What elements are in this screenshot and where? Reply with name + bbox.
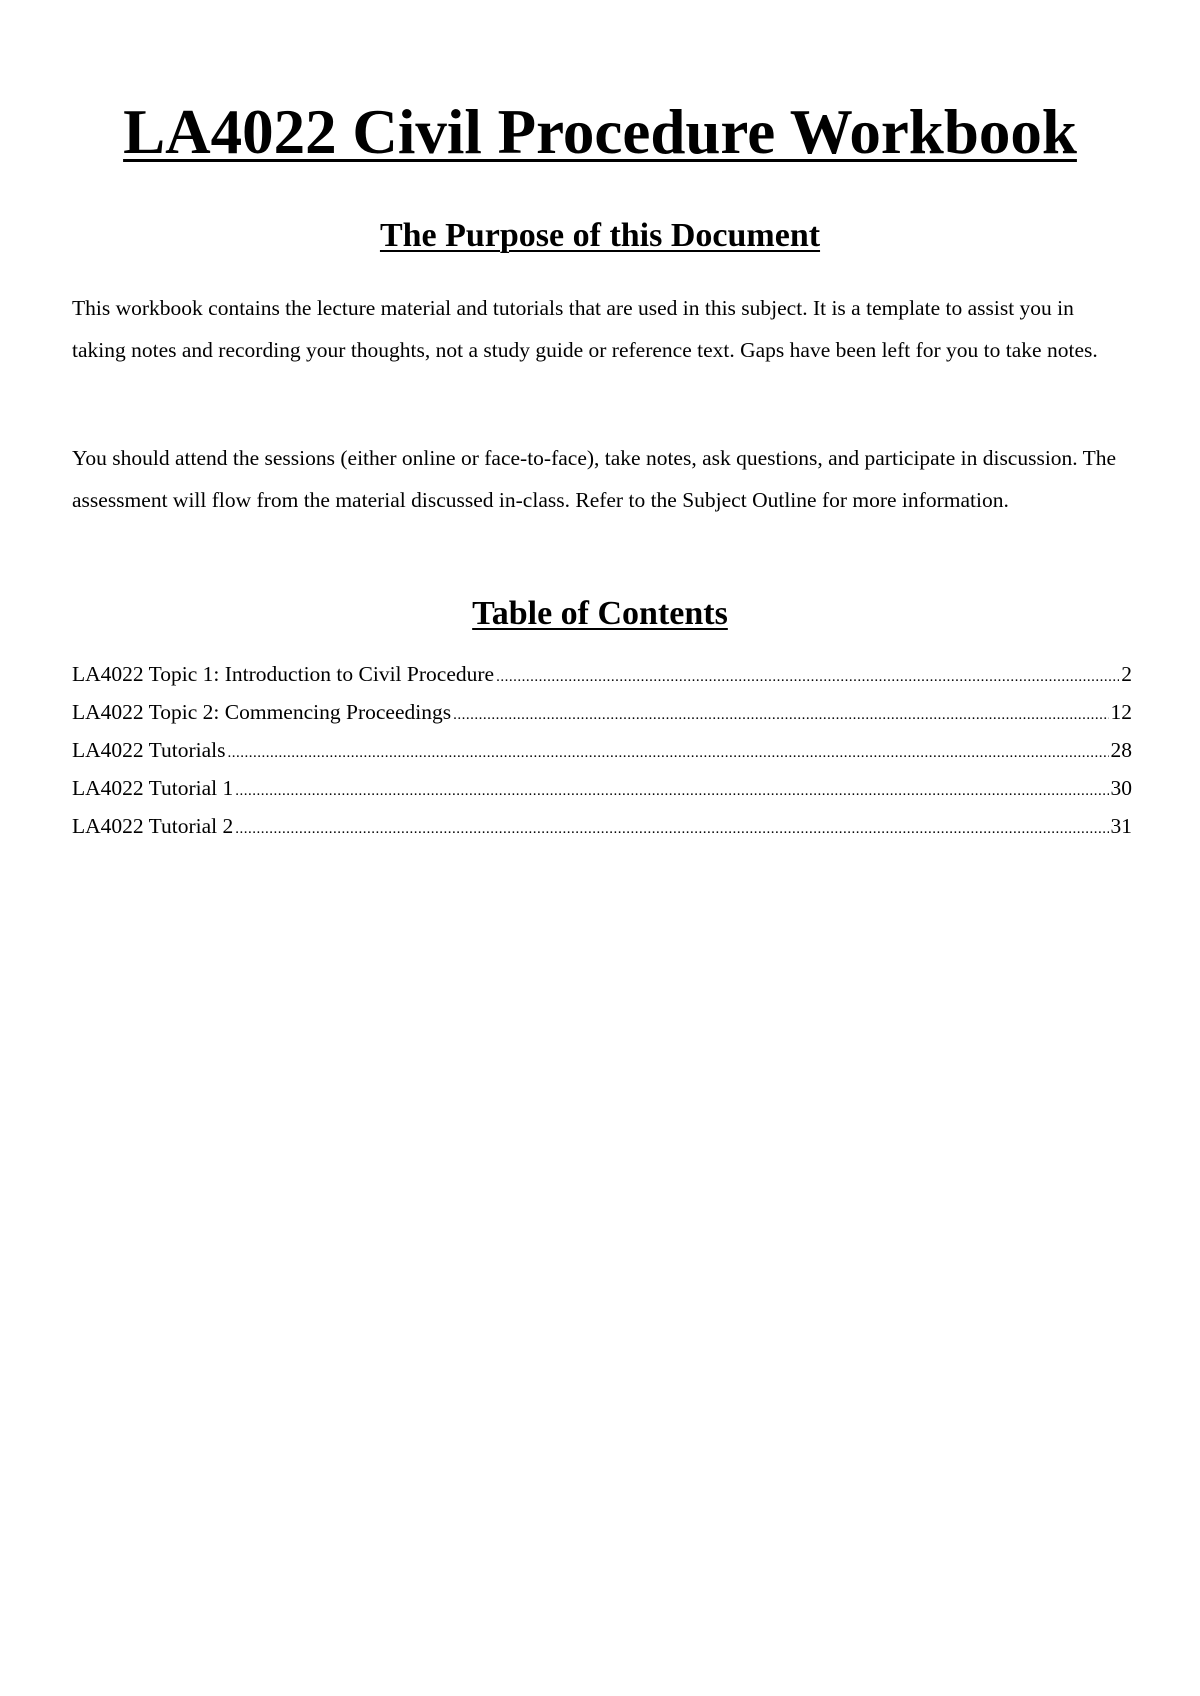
toc-entry[interactable] — [72, 655, 1132, 693]
toc-entry-page: 30 — [1110, 776, 1132, 800]
toc-dot-leader — [496, 655, 1119, 696]
toc-entry-label: LA4022 Tutorial 1 — [72, 776, 234, 800]
purpose-heading: The Purpose of this Document — [379, 217, 821, 254]
toc-dot-leader — [453, 693, 1108, 734]
toc-entry-label: LA4022 Tutorial 2 — [72, 814, 234, 838]
purpose-paragraph-1: This workbook contains the lecture material and tutorials that are used in this subject. It is a template to assist you in taking notes and recording your thoughts, not a study guide or reference text. Gaps have been left for you to take notes. — [72, 296, 1098, 362]
purpose-paragraph-2: You should attend the sessions (either online or face-to-face), take notes, ask questions, and participate in discussion. The assessment will flow from the material discussed in-class. Refer to the Subject Outline for more information. — [72, 446, 1117, 512]
toc-dot-leader — [235, 807, 1108, 848]
toc-entry-label: LA4022 Topic 2: Commencing Proceedings — [72, 700, 452, 724]
toc-entry-page: 2 — [1121, 662, 1132, 686]
toc-dot-leader — [235, 769, 1108, 810]
toc-entry[interactable] — [72, 807, 1132, 845]
toc-entry[interactable] — [72, 769, 1132, 807]
toc-entry-label: LA4022 Topic 1: Introduction to Civil Procedure — [72, 662, 495, 686]
toc-entry[interactable] — [72, 731, 1132, 769]
toc-entry-page: 28 — [1110, 738, 1132, 762]
toc-heading: Table of Contents — [472, 595, 728, 632]
toc-entry[interactable] — [72, 693, 1132, 731]
toc-entry-label: LA4022 Tutorials — [72, 738, 226, 762]
toc-entry-page: 12 — [1110, 700, 1132, 724]
toc-dot-leader — [228, 731, 1109, 772]
document-title: LA4022 Civil Procedure Workbook — [123, 97, 1077, 167]
toc-entry-page: 31 — [1110, 814, 1132, 838]
table-of-contents — [72, 655, 1132, 845]
